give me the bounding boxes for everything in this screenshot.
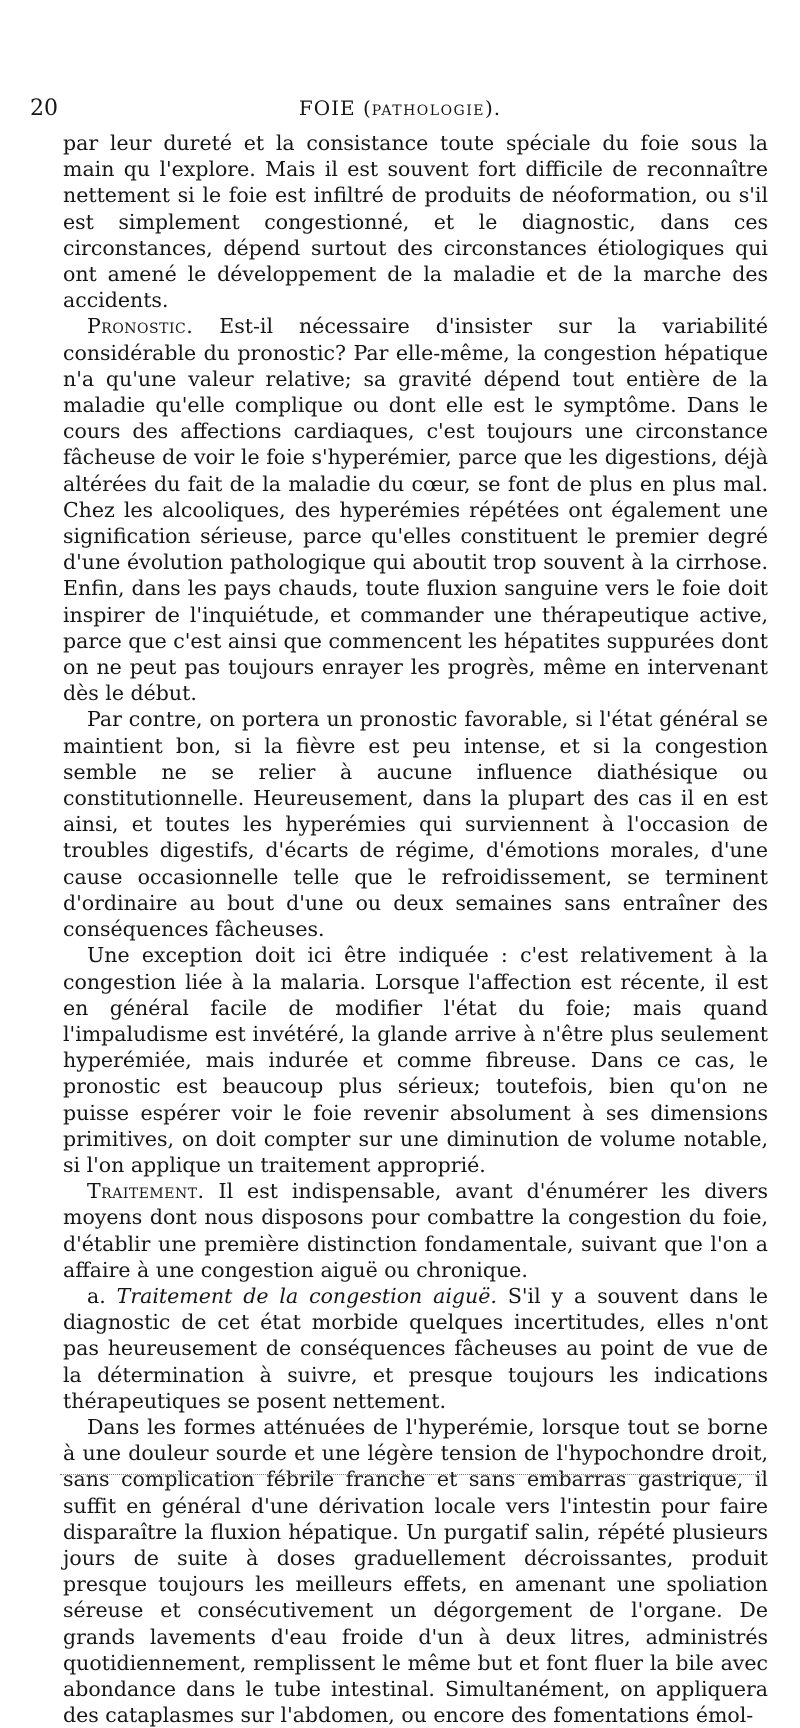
paragraph-text: S'il y a souvent dans le diagnostic de cet état morbide quelques incertitudes, elles n'ont pas heureusement de conséquences fâcheuses au point de vue de la détermination à suivre, et presque toujours les indications thérapeutiques se posent nettement. — [63, 1283, 769, 1413]
running-head-subtitle: PATHOLOGIE — [371, 103, 485, 119]
paragraph-text: Est-il nécessaire d'insister sur la variabilité considérable du pronostic? Par elle-même, la congestion hépatique n'a qu'une valeur relative; sa gravité dépend tout entière de la maladie qu'elle complique ou dont elle est le symptôme. Dans le cours des affections cardiaques, c'est toujours une circonstance fâcheuse de voir le foie s'hyperémier, parce que les digestions, déjà altérées du fait de la maladie du cœur, se font de plus en plus mal. Chez les alcooliques, des hyperémies répétées ont également une signification sérieuse, parce qu'elles constituent le premier degré d'une évolution pathologique qui aboutit trop souvent à la cirrhose. Enfin, dans les pays chauds, toute fluxion sanguine vers le foie doit inspirer de l'inquiétude, et commander une thérapeutique active, parce que c'est ainsi que commencent les hépatites suppurées dont on ne peut pas toujours enrayer les progrès, même en intervenant dès le début. — [63, 314, 768, 706]
paragraph-text: Une exception doit ici être indiquée : c'est relativement à la congestion liée à la malaria. Lorsque l'affection est récente, il est en général facile de modifier l'état du foie; mais quand l'impaludisme est invétéré, la glande arrive à n'être plus seulement hyperémiée, mais indurée et comme fibreuse. Dans ce cas, le pronostic est beaucoup plus sérieux; toutefois, bien qu'on ne puisse espérer voir le foie revenir absolument à ses dimensions primitives, on doit compter sur une diminution de volume notable, si l'on applique un traitement approprié. — [63, 943, 768, 1177]
paragraph — [63, 942, 768, 1178]
paragraph — [63, 706, 768, 942]
running-head-title: FOIE ( — [298, 96, 372, 120]
list-marker: a. — [87, 1283, 117, 1308]
page-body — [63, 130, 768, 1728]
section-heading-pronostic: Pronostic. — [87, 314, 194, 339]
footer-dotted-rule — [60, 1474, 766, 1475]
paragraph-traitement — [63, 1178, 768, 1283]
paragraph-text: Il est indispensable, avant d'énumérer les divers moyens dont nous disposons pour combattre la congestion du foie, d'établir une première distinction fondamentale, suivant que l'on a affaire à une congestion aiguë ou chronique. — [63, 1179, 768, 1282]
section-heading-traitement: Traitement. — [87, 1179, 205, 1204]
paragraph-text: Par contre, on portera un pronostic favorable, si l'état général se maintient bon, si la fièvre est peu intense, et si la congestion semble ne se relier à aucune influence diathésique ou constitutionnelle. Heureusement, dans la plupart des cas il en est ainsi, et toutes les hyperémies qui surviennent à l'occasion de troubles digestifs, d'écarts de régime, d'émotions morales, d'une cause occasionnelle telle que le refroidissement, se terminent d'ordinaire au bout d'une ou deux semaines sans entraîner des conséquences fâcheuses. — [63, 707, 768, 942]
page-number: 20 — [30, 96, 58, 121]
paragraph-traitement-aigue — [63, 1283, 768, 1414]
paragraph-text: par leur dureté et la consistance toute spéciale du foie sous la main qu l'explore. Mais il est souvent fort difficile de reconnaître nettement si le foie est infiltré de produits de néoformation, ou s'il est simplement congestionné, et le diagnostic, dans ces circonstances, dépend surtout des circonstances étiologiques qui ont amené le développement de la maladie et de la marche des accidents. — [63, 131, 768, 313]
paragraph-pronostic — [63, 313, 768, 706]
subsection-heading: Traitement de la congestion aiguë. — [116, 1283, 497, 1308]
paragraph-continuation — [63, 130, 768, 313]
paragraph — [63, 1414, 768, 1728]
running-head-close: ). — [484, 96, 502, 120]
page-header — [30, 96, 770, 126]
paragraph-text: Dans les formes atténuées de l'hyperémie, lorsque tout se borne à une douleur sourde et une légère tension de l'hypochondre droit, sans complication fébrile franche et sans embarras gastrique, il suffit en général d'une dérivation locale vers l'intestin pour faire disparaître la fluxion hépatique. Un purgatif salin, répété plusieurs jours de suite à doses graduellement décroissantes, produit presque toujours les meilleurs effets, en amenant une spoliation séreuse et consécutivement un dégorgement de l'organe. De grands lavements d'eau froide d'un à deux litres, administrés quotidiennement, remplissent le même but et font fluer la bile avec abondance dans le tube intestinal. Simultanément, on appliquera des cataplasmes sur l'abdomen, ou encore des fomentations émol- — [63, 1414, 768, 1728]
running-head — [30, 96, 770, 120]
